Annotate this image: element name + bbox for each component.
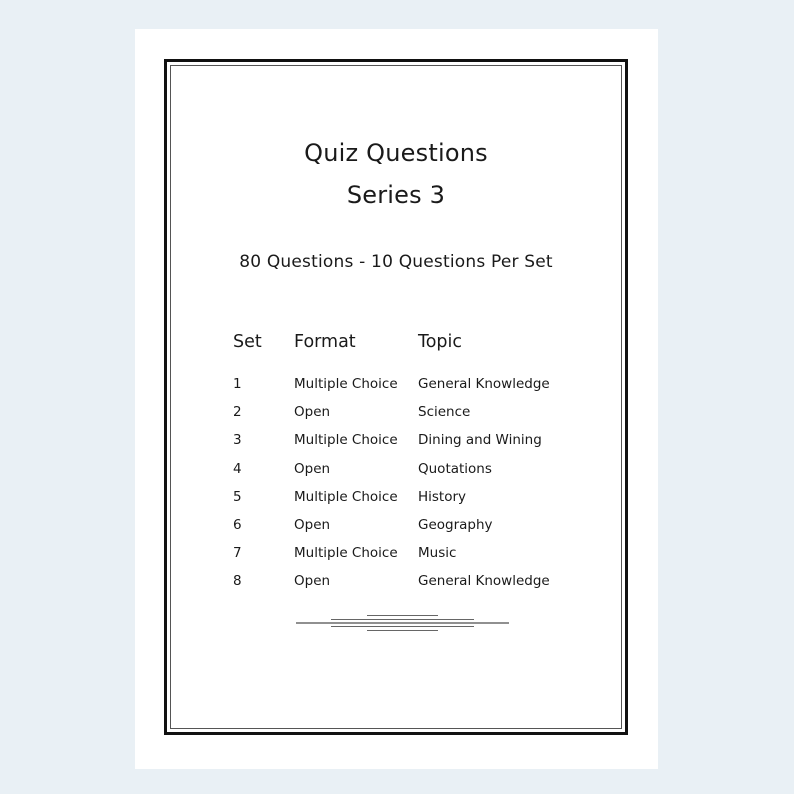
row-set: 5	[233, 488, 242, 505]
row-format: Multiple Choice	[294, 376, 398, 392]
row-topic: Music	[418, 545, 457, 562]
document-page	[135, 29, 658, 769]
page-series: Series 3	[346, 181, 446, 209]
page-title: Quiz Questions	[304, 139, 488, 167]
row-topic: Quotations	[418, 460, 492, 477]
row-topic: General Knowledge	[418, 376, 550, 392]
row-set: 8	[233, 573, 242, 590]
row-format: Open	[294, 404, 331, 421]
row-set: 2	[233, 404, 242, 421]
row-format: Open	[294, 573, 331, 590]
row-topic: General Knowledge	[418, 573, 550, 590]
page-subtitle: 80 Questions - 10 Questions Per Set	[239, 252, 553, 272]
row-set: 6	[233, 516, 242, 533]
decorative-divider	[296, 613, 509, 633]
header-format: Format	[294, 332, 356, 352]
row-format: Open	[294, 460, 331, 477]
row-set: 3	[233, 432, 242, 449]
header-topic: Topic	[418, 332, 463, 352]
row-set: 7	[233, 545, 242, 562]
row-topic: Dining and Wining	[418, 432, 542, 449]
row-format: Multiple Choice	[294, 488, 398, 505]
row-format: Open	[294, 516, 331, 533]
row-set: 4	[233, 460, 242, 477]
page-inner-border	[170, 65, 622, 729]
row-topic: Geography	[418, 516, 493, 533]
header-set: Set	[233, 332, 262, 352]
row-format: Multiple Choice	[294, 432, 398, 449]
row-topic: Science	[418, 404, 471, 421]
row-format: Multiple Choice	[294, 545, 398, 562]
row-set: 1	[233, 376, 242, 392]
page-border	[164, 59, 628, 735]
title-block	[171, 132, 621, 216]
row-topic: History	[418, 488, 467, 505]
